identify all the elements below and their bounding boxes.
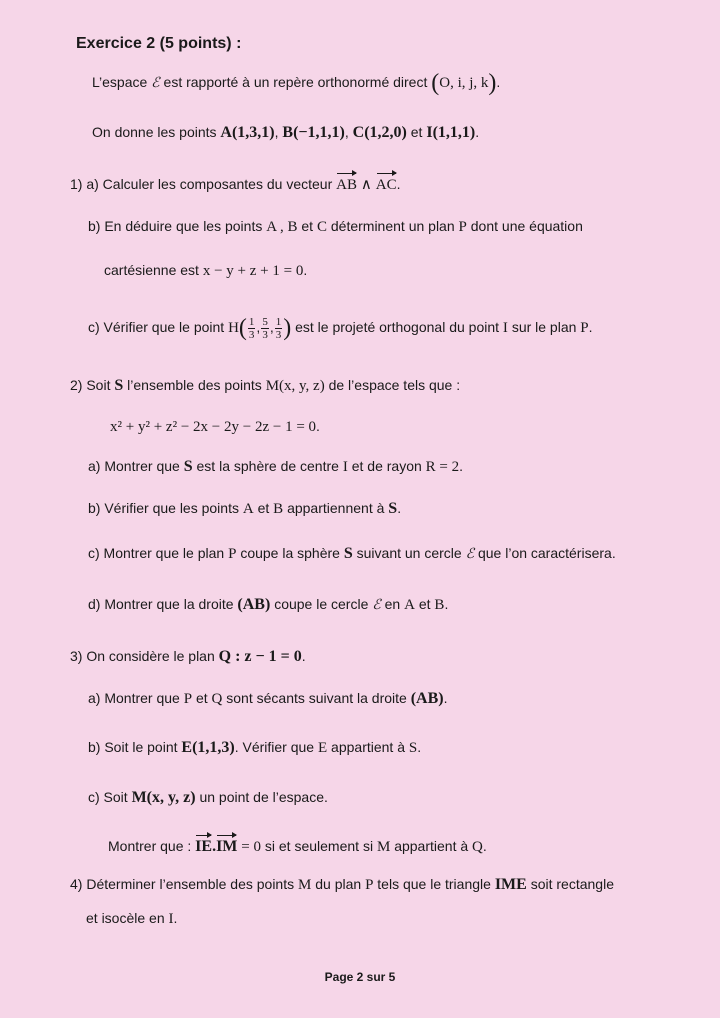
q3-intro: 3) On considère le plan Q : z − 1 = 0. xyxy=(70,648,306,665)
q2-intro: 2) Soit S l’ensemble des points M(x, y, z) de l’espace tels que : xyxy=(70,377,461,394)
q4-line2: et isocèle en I. xyxy=(86,910,178,927)
q3b: b) Soit le point E(1,1,3). Vérifier que E appartient à S. xyxy=(88,739,422,756)
q1c: c) Vérifier que le point H( $\frac{1}{3}$ , $\frac{5}{3}$ , $\frac{1}{3}$ ) est le projeté orthogonal du point I sur le plan P. xyxy=(88,315,593,342)
plane-equation: x − y + z + 1 = 0 xyxy=(202,263,304,279)
script-e-symbol: ℰ xyxy=(151,75,160,91)
intro-line-2: On donne les points A(1,3,1), B(−1,1,1), C(1,2,0) et I(1,1,1). xyxy=(92,124,480,141)
point-c: C(1,2,0) xyxy=(352,124,407,141)
page-number: Page 2 sur 5 xyxy=(324,970,396,984)
q2a: a) Montrer que S est la sphère de centre I et de rayon R = 2. xyxy=(88,458,464,475)
vector-im: IM xyxy=(216,838,238,855)
q1a: 1) a) Calculer les composantes du vecteur AB ∧ AC. xyxy=(70,176,401,193)
q1b-line2: cartésienne est x − y + z + 1 = 0. xyxy=(104,262,308,279)
q3a: a) Montrer que P et Q sont sécants suivant la droite (AB). xyxy=(88,690,448,707)
q1b: b) En déduire que les points A , B et C déterminent un plan P dont une équation xyxy=(88,218,583,235)
vector-ab: AB xyxy=(336,177,357,193)
q2c: c) Montrer que le plan P coupe la sphère S suivant un cercle ℰ que l’on caractérisera. xyxy=(88,545,616,562)
fraction-2: $\frac{5}{3}$ xyxy=(262,316,268,341)
point-a: A(1,3,1) xyxy=(220,124,275,141)
q2b: b) Vérifier que les points A et B appartiennent à S. xyxy=(88,500,402,517)
fraction-3: $\frac{1}{3}$ xyxy=(275,316,282,341)
intro-line-1: L’espace ℰ est rapporté à un repère orthonormé direct (O, i, j, k). xyxy=(92,70,501,96)
fraction-1: $\frac{1}{3}$ xyxy=(248,316,255,341)
q4: 4) Déterminer l’ensemble des points M du plan P tels que le triangle IME soit rectangle xyxy=(70,876,614,893)
q2d: d) Montrer que la droite (AB) coupe le cercle ℰ en A et B. xyxy=(88,596,449,613)
point-i: I(1,1,1) xyxy=(426,124,476,141)
point-b: B(−1,1,1) xyxy=(282,124,345,141)
sphere-equation: x² + y² + z² − 2x − 2y − 2z − 1 = 0. xyxy=(110,418,320,435)
vector-ac: AC xyxy=(375,177,397,193)
vector-ie: IE xyxy=(195,838,213,855)
q3c: c) Soit M(x, y, z) un point de l’espace. xyxy=(88,789,328,806)
exercise-title: Exercice 2 (5 points) : xyxy=(76,35,242,52)
q3c-line2: Montrer que : IE.IM = 0 si et seulement si M appartient à Q. xyxy=(108,838,487,855)
frame: O, i, j, k xyxy=(439,75,489,91)
